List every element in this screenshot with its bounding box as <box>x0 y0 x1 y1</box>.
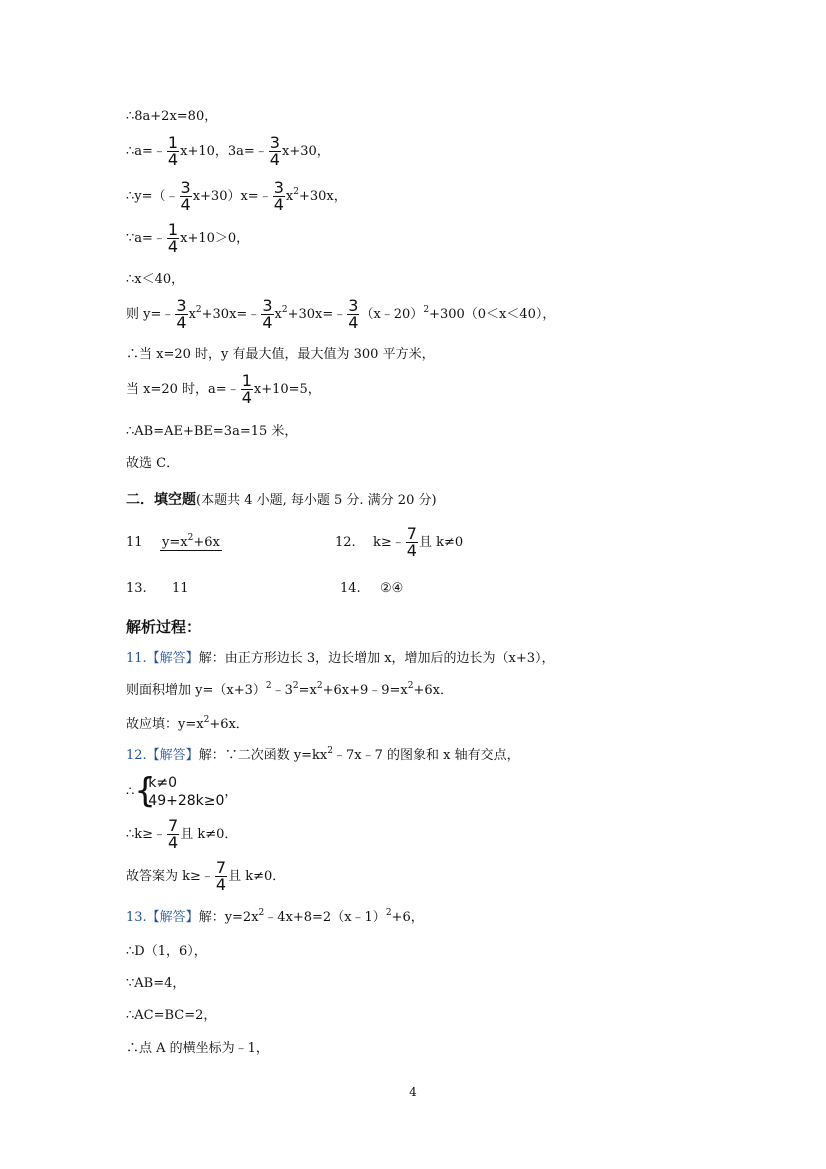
solution-line-2: ∴a=﹣ $\frac{1}{4}$ x+10，3a=﹣ $\frac{3}{4}$ x+30， <box>126 133 330 169</box>
fraction: $\frac{7}{4}$ <box>168 816 179 852</box>
solution-line-7: ∴当 x=20 时，y 有最大值，最大值为 300 平方米， <box>126 347 435 362</box>
answer-11: $y=x^2+6x$ <box>162 533 220 550</box>
answer-12: k≥﹣ $\frac{7}{4}$ 且 k≠0 <box>373 524 464 560</box>
answer-14-number: 14. <box>340 581 361 596</box>
answer-13: 11 <box>172 581 189 596</box>
fraction: $\frac{1}{4}$ <box>167 220 179 256</box>
answer-tag: 11.【解答】 <box>126 651 199 666</box>
fraction: $\frac{3}{4}$ <box>262 296 273 332</box>
analysis-13-line-1: 13.【解答】解：$y=2x^2﹣4x+8=2(x﹣1)^2+6$， <box>126 908 424 925</box>
analysis-heading: 解析过程： <box>126 618 202 636</box>
inequality-system: { k≠0 49+28k≥0 <box>134 771 225 811</box>
answer-tag: 12.【解答】 <box>126 748 199 763</box>
solution-line-6: 则 y=﹣ $\frac{3}{4}$ $x^2+30x=﹣$ $\frac{3}{4}$ $x^2+30x=﹣$ $\frac{3}{4}$ （x﹣20）$^2$+300（0＜x＜40）， <box>126 296 556 332</box>
analysis-12-system: ∴ { k≠0 49+28k≥0 ， <box>126 771 238 811</box>
brace-icon: { <box>134 771 156 811</box>
solution-line-1: ∴8a+2x=80， <box>126 109 218 124</box>
fraction: $\frac{1}{4}$ <box>241 371 252 407</box>
analysis-12-line-4: 故答案为 k≥﹣ $\frac{7}{4}$ 且 k≠0． <box>126 858 286 894</box>
analysis-13-line-2: ∴D（1，6）， <box>126 944 207 959</box>
analysis-11-line-1: 11.【解答】解：由正方形边长 3，边长增加 x，增加后的边长为（x+3）， <box>126 651 555 666</box>
fraction: $\frac{7}{4}$ <box>406 524 417 560</box>
page-number: 4 <box>409 1085 417 1099</box>
analysis-11-line-2: 则面积增加 $y=(x+3)^2﹣3^2=x^2+6x+9﹣9=x^2+6x$． <box>126 681 453 698</box>
analysis-12-line-3: ∴k≥﹣ $\frac{7}{4}$ 且 k≠0． <box>126 816 238 852</box>
solution-line-5: ∴x＜40， <box>126 272 185 287</box>
answer-tag: 13.【解答】 <box>126 910 199 925</box>
fraction: $\frac{3}{4}$ <box>348 296 359 332</box>
analysis-13-line-4: ∴AC=BC=2， <box>126 1008 217 1023</box>
fraction: $\frac{1}{4}$ <box>167 133 179 169</box>
analysis-12-line-1: 12.【解答】解：∵二次函数 $y=kx^2﹣7x﹣7$ 的图象和 x 轴有交点， <box>126 746 520 763</box>
fraction: $\frac{7}{4}$ <box>215 858 227 894</box>
answer-13-number: 13. <box>126 581 147 596</box>
analysis-13-line-3: ∵AB=4， <box>126 976 186 991</box>
solution-line-4: ∵a=﹣ $\frac{1}{4}$ x+10＞0， <box>126 220 250 256</box>
fraction: $\frac{3}{4}$ <box>176 296 187 332</box>
analysis-13-line-5: ∴点 A 的横坐标为﹣1， <box>126 1041 269 1056</box>
analysis-11-line-3: 故应填：$y=x^2+6x$． <box>126 715 249 732</box>
fraction: $\frac{3}{4}$ <box>180 178 191 214</box>
answer-14: ②④ <box>380 581 404 596</box>
solution-line-10: 故选 C． <box>126 456 180 471</box>
solution-line-3: ∴y=（﹣ $\frac{3}{4}$ x+30）x=﹣ $\frac{3}{4}$ $x^2+30x$， <box>126 178 347 214</box>
solution-line-8: 当 x=20 时，a=﹣ $\frac{1}{4}$ x+10=5， <box>126 371 321 407</box>
answer-12-number: 12. <box>335 535 356 550</box>
section-2-heading: 二．填空题(本题共 4 小题, 每小题 5 分. 满分 20 分) <box>126 492 437 508</box>
fraction: $\frac{3}{4}$ <box>273 178 284 214</box>
answer-11-number: 11 <box>126 535 143 550</box>
fraction: $\frac{3}{4}$ <box>269 133 280 169</box>
solution-line-9: ∴AB=AE+BE=3a=15 米， <box>126 424 298 439</box>
